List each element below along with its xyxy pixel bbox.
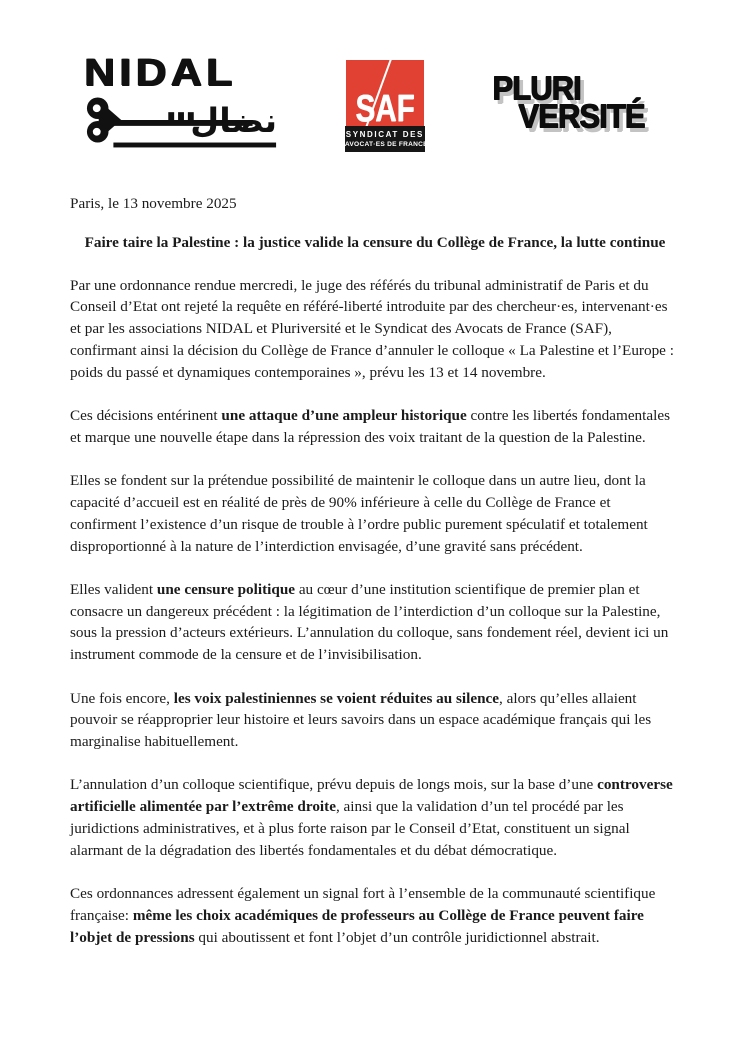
paragraph [70,688,680,753]
paragraph [70,579,680,666]
nidal-arabic-text: نضال [190,100,278,140]
paragraph [70,883,680,948]
paragraph-bold-text: une censure politique [156,580,296,598]
paragraph-bold-text: une attaque d’une ampleur historique [221,407,467,425]
paragraph-text: Elles valident [70,580,157,598]
paragraph-bold-text: même les choix académiques de professeurs au Collège de France peuvent faire l’objet de pressions [70,906,644,946]
paragraph-text: au cœur d’une institution scientifique de premier plan et consacre un dangereux précédent : la légitimation de l’interdiction d’un colloque sur la Palestine, sous la pression d’acteurs extérieurs. L’annulation du colloque, sans fondement réel, devient ici un instrument commode de la censure et de l’invisibilisation. [70,580,669,664]
logo-band [70,52,680,158]
paragraph-text: contre les libertés fondamentales et marque une nouvelle étape dans la répression des voix traitant de la question de la Palestine. [70,407,670,446]
paragraph-text: Ces décisions entérinent [70,407,222,425]
paragraph-text: L’annulation d’un colloque scientifique, prévu depuis de longs mois, sur la base d’une [70,776,598,794]
letter-body [70,193,680,949]
saf-caption-line1: SYNDICAT DES [345,130,424,139]
nidal-wordmark: NIDAL [84,52,237,94]
paragraph-text: Une fois encore, [70,689,174,707]
saf-caption-line2: AVOCAT·ES DE FRANCE [344,141,428,148]
paragraph [70,275,680,384]
paragraph [70,774,680,861]
saf-red-square [346,60,424,126]
paragraph-text: , alors qu’elles allaient pouvoir se réapproprier leur histoire et leurs savoirs dans un espace académique français qui les marginalise habituellement. [70,689,652,751]
paragraph-bold-text: controverse artificielle alimentée par l’extrême droite [70,776,673,816]
paragraph-text: Elles se fondent sur la prétendue possibilité de maintenir le colloque dans un autre lieu, dont la capacité d’accueil est en réalité de près de 90% inférieure à celle du Collège de France et confirment l’existence d’un risque de trouble à l’ordre public purement spéculatif et totalement disproportionné à la nature de l’interdiction envisagée, d’une gravité sans précédent. [70,472,648,555]
saf-logo [346,60,426,152]
document-title: Faire taire la Palestine : la justice valide la censure du Collège de France, la lutte continue [84,233,666,251]
paragraph-text: , ainsi que la validation d’un tel procédé par les juridictions administratives, et à plus forte raison par le Conseil d’Etat, constituent un signal alarmant de la dégradation des libertés fondamentales et du débat démocratique. [70,798,630,859]
nidal-key-icon [84,90,280,150]
date-line: Paris, le 13 novembre 2025 [70,195,237,212]
saf-wordmark: SAF [355,88,415,126]
paragraphs [70,275,680,949]
pluriversite-wordmark-line1: PLURI [491,69,581,106]
nidal-logo [84,52,280,150]
paragraph-text: Ces ordonnances adressent également un signal fort à l’ensemble de la communauté scientifique française: [70,885,656,924]
paragraph [70,470,680,557]
pluriversite-logo [491,69,652,134]
saf-caption-bar [344,126,428,152]
paragraph-bold-text: les voix palestiniennes se voient réduites au silence [173,689,500,707]
paragraph [70,405,680,449]
pluriversite-wordmark-line2: VERSITÉ [517,97,644,134]
paragraph-text: qui aboutissent et font l’objet d’un contrôle juridictionnel abstrait. [194,928,600,946]
paragraph-text: Par une ordonnance rendue mercredi, le juge des référés du tribunal administratif de Paris et du Conseil d’Etat ont rejeté la requête en référé-liberté introduite par des chercheur·es, intervenant·es et par les associations NIDAL et Pluriversité et le Syndicat des Avocats de France (SAF), confirmant ainsi la décision du Collège de France d’annuler le colloque « La Palestine et l’Europe : poids du passé et dynamiques contemporaines », prévu les 13 et 14 novembre. [70,276,674,381]
